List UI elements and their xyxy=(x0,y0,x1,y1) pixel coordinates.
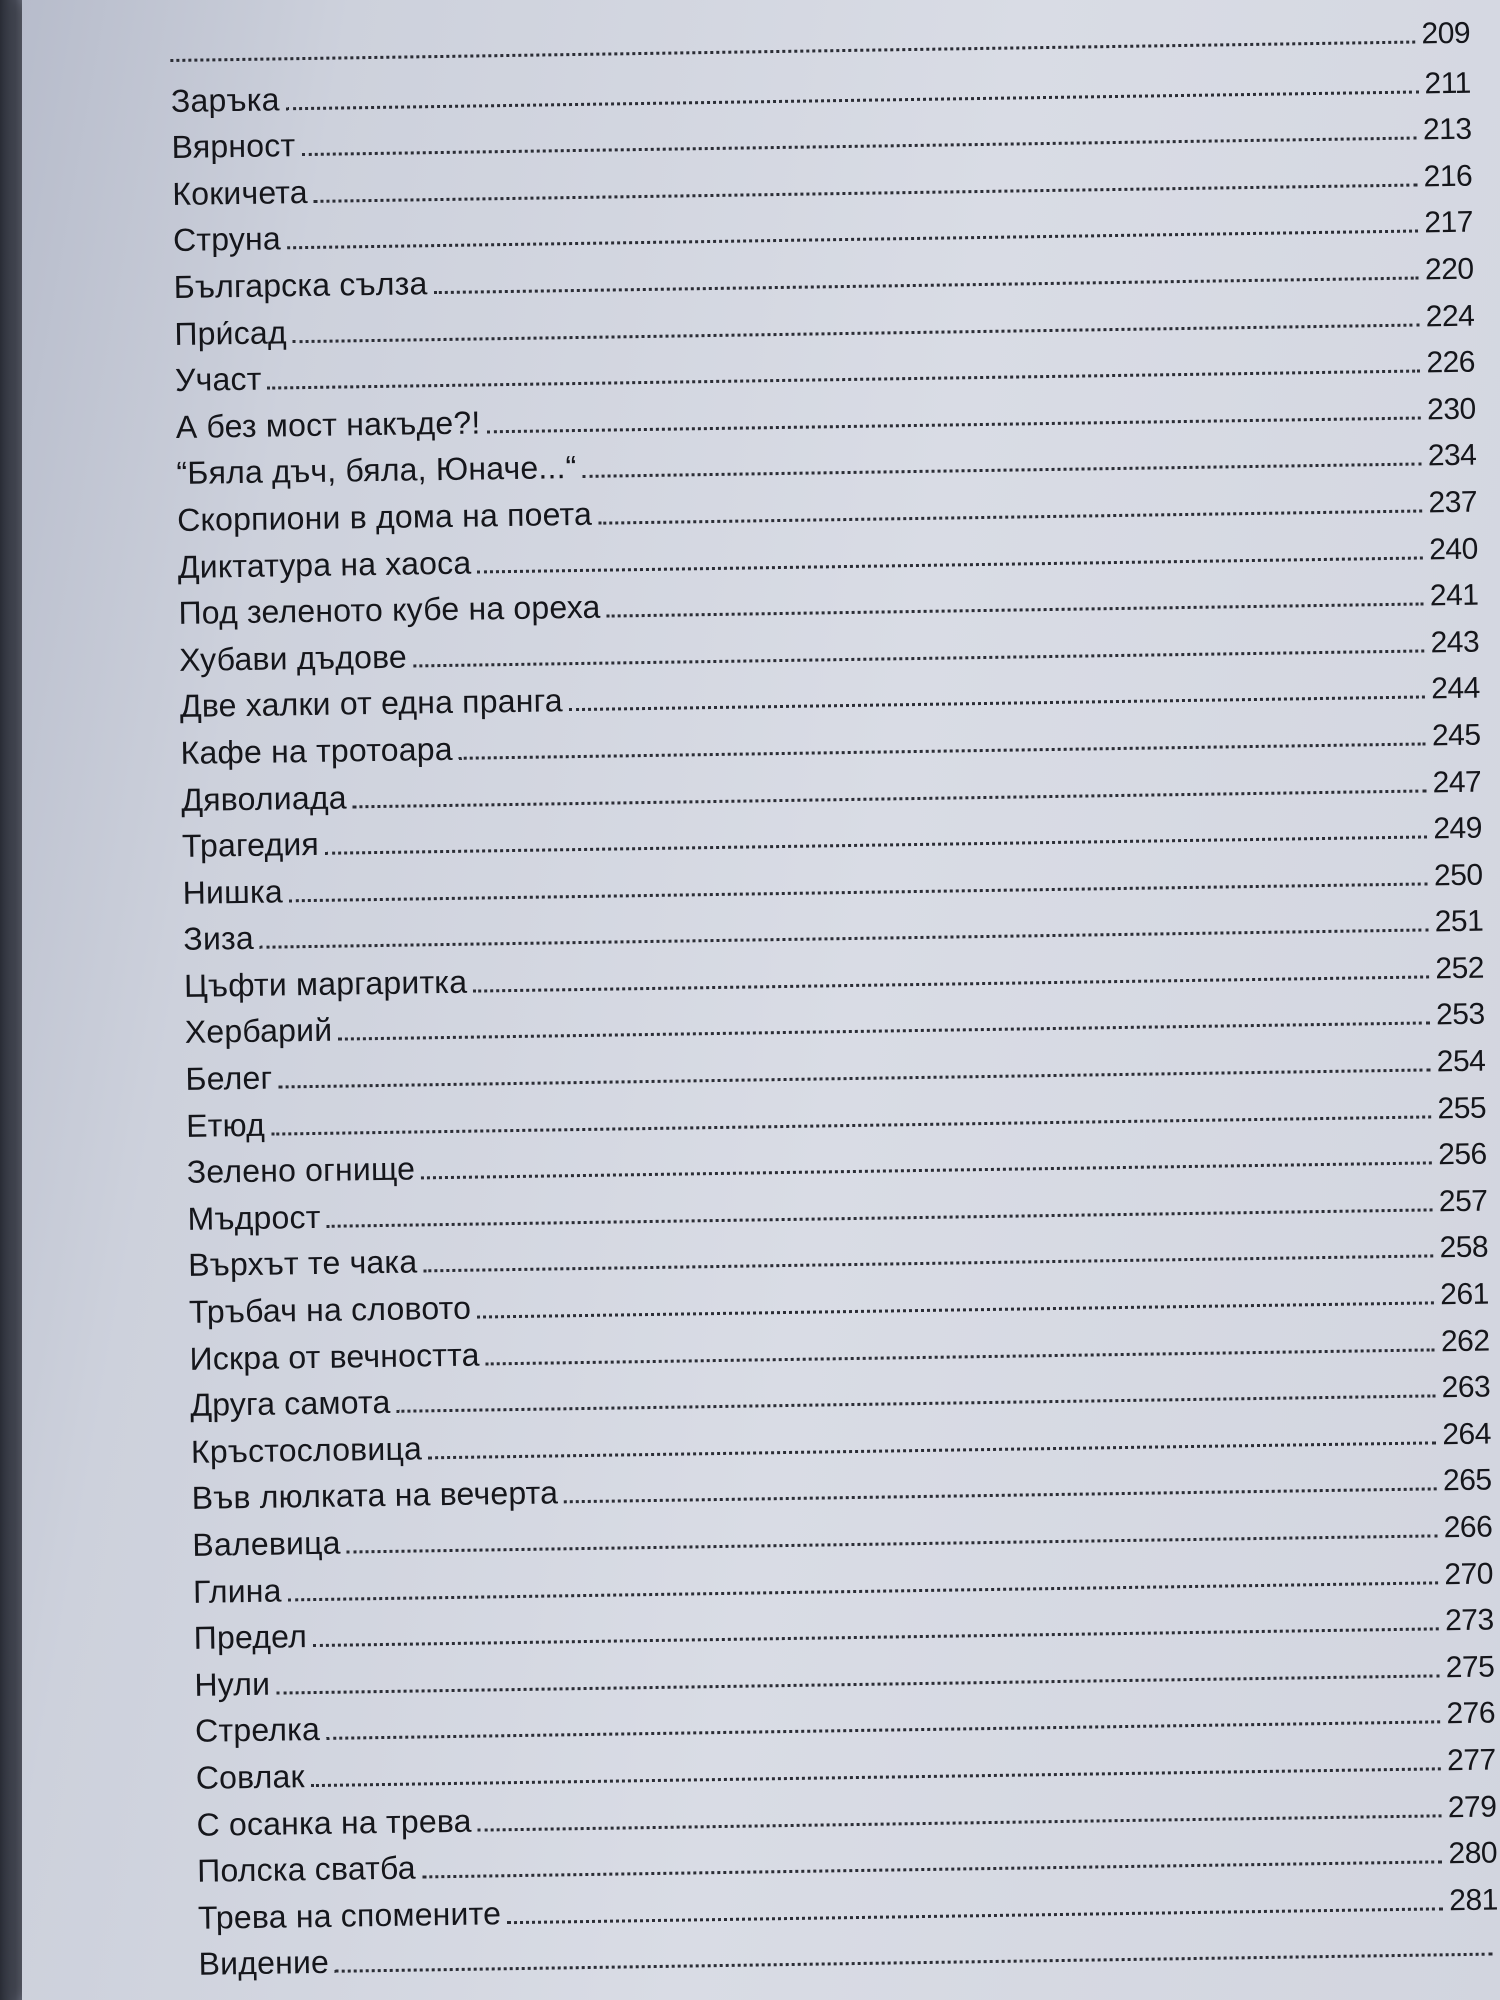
toc-entry-page-number: 230 xyxy=(1426,392,1476,427)
dot-leader xyxy=(564,1488,1437,1504)
dot-leader xyxy=(293,323,1420,343)
dot-leader xyxy=(278,1068,1430,1088)
dot-leader xyxy=(583,463,1422,478)
dot-leader xyxy=(478,1814,1442,1831)
toc-entry-page-number: 220 xyxy=(1424,252,1474,287)
dot-leader xyxy=(477,556,1423,573)
toc-entry-title: Нишка xyxy=(182,873,284,911)
toc-entry-page-number: 280 xyxy=(1448,1836,1498,1871)
dot-leader xyxy=(434,276,1420,294)
dot-leader xyxy=(338,1022,1430,1041)
toc-entry-title: Белег xyxy=(185,1059,273,1097)
toc-entry-page-number: 281 xyxy=(1448,1883,1499,1917)
toc-entry-page-number: 275 xyxy=(1445,1650,1495,1685)
dot-leader xyxy=(286,90,1419,110)
toc-entry-title: Тръбач на словото xyxy=(188,1289,472,1330)
toc-entry-title: Глина xyxy=(192,1572,282,1610)
dot-leader xyxy=(413,649,1425,667)
toc-entry-page-number: 264 xyxy=(1442,1417,1492,1452)
toc-entry-title: Скорпиони в дома на поета xyxy=(176,495,593,538)
toc-entry-page-number: 276 xyxy=(1446,1696,1496,1731)
toc-entry-title: Зиза xyxy=(183,920,255,958)
toc-entry-page-number: 258 xyxy=(1439,1231,1489,1265)
toc-entry-page-number: 250 xyxy=(1433,858,1483,893)
dot-leader xyxy=(260,929,1429,949)
dot-leader xyxy=(607,603,1424,618)
dot-leader xyxy=(421,1162,1432,1180)
toc-entry-title: Две халки от една пранга xyxy=(179,682,563,725)
dot-leader xyxy=(287,230,1418,250)
toc-entry-title: Нули xyxy=(194,1665,271,1703)
toc-entry-title: “Бяла дъч, бяла, Юначе...“ xyxy=(176,449,577,492)
dot-leader xyxy=(301,137,1417,157)
toc-entry-page-number: 253 xyxy=(1435,998,1485,1032)
table-of-contents xyxy=(170,17,1499,1993)
toc-entry-page-number: 265 xyxy=(1442,1463,1492,1498)
book-spine xyxy=(0,0,22,2000)
toc-entry-title: Върхът те чака xyxy=(187,1243,418,1284)
toc-entry-page-number: 237 xyxy=(1428,485,1478,520)
dot-leader xyxy=(347,1534,1438,1553)
toc-entry-title: Трагедия xyxy=(181,825,320,865)
toc-entry-page-number: 262 xyxy=(1440,1324,1490,1358)
dot-leader xyxy=(569,696,1426,712)
toc-entry-page-number: 234 xyxy=(1427,439,1477,473)
toc-entry-page-number: 245 xyxy=(1431,718,1481,753)
dot-leader xyxy=(314,183,1418,202)
toc-entry-page-number: 247 xyxy=(1432,765,1482,799)
toc-entry-title: Във люлката на вечерта xyxy=(191,1474,559,1517)
dot-leader xyxy=(422,1860,1443,1878)
toc-entry-title: Валевица xyxy=(192,1524,341,1563)
dot-leader xyxy=(326,1721,1440,1741)
toc-entry-title: Зелено огнище xyxy=(186,1150,416,1191)
dot-leader xyxy=(477,1301,1434,1318)
toc-entry-page-number: 252 xyxy=(1435,951,1485,986)
dot-leader xyxy=(311,1767,1442,1787)
dot-leader xyxy=(276,1674,1440,1694)
toc-entry-title: Дяволиада xyxy=(181,778,347,818)
toc-entry-title: Стрелка xyxy=(194,1711,321,1750)
toc-entry-page-number: 251 xyxy=(1434,904,1484,939)
toc-entry-page-number: 224 xyxy=(1425,299,1475,333)
toc-entry-title: С осанка на трева xyxy=(196,1802,472,1843)
dot-leader xyxy=(486,1348,1435,1365)
toc-entry-title: Видение xyxy=(198,1944,330,1983)
toc-entry-page-number: 257 xyxy=(1438,1184,1488,1219)
toc-entry-page-number: 241 xyxy=(1429,578,1479,613)
toc-entry-title: Под зеленото кубе на ореха xyxy=(178,588,601,632)
toc-entry-page-number: 254 xyxy=(1436,1044,1486,1079)
toc-entry-title: Цъфти маргаритка xyxy=(183,963,468,1004)
toc-entry-page-number: 256 xyxy=(1437,1137,1487,1172)
dot-leader xyxy=(598,509,1423,524)
toc-entry-title: Хубави дъдове xyxy=(178,638,408,678)
dot-leader xyxy=(428,1441,1436,1459)
toc-entry-title: Вярност xyxy=(171,127,296,166)
toc-entry-title: Кокичета xyxy=(172,173,309,212)
toc-entry-title: Предел xyxy=(193,1618,308,1657)
toc-entry-title: Заръка xyxy=(170,80,280,119)
toc-entry-page-number: 249 xyxy=(1433,811,1483,846)
toc-entry-title: Етюд xyxy=(185,1106,266,1144)
toc-entry-page-number: 273 xyxy=(1444,1603,1494,1638)
dot-leader xyxy=(353,789,1427,808)
toc-entry-title: Друга самота xyxy=(190,1384,391,1424)
dot-leader xyxy=(325,836,1427,855)
toc-entry-page-number: 209 xyxy=(1421,16,1471,51)
toc-entry-page-number: 261 xyxy=(1440,1277,1490,1312)
dot-leader xyxy=(170,41,1415,62)
toc-entry-title: Струна xyxy=(172,220,282,259)
toc-entry-title: А без мост накъде?! xyxy=(175,404,481,445)
dot-leader xyxy=(423,1255,1433,1273)
dot-leader xyxy=(268,370,1421,390)
dot-leader xyxy=(397,1395,1436,1413)
toc-entry-page-number: 211 xyxy=(1424,66,1472,100)
dot-leader xyxy=(313,1628,1439,1648)
toc-entry-page-number: 216 xyxy=(1423,159,1473,194)
dot-leader xyxy=(327,1208,1433,1227)
toc-entry-page-number: 217 xyxy=(1424,206,1474,240)
toc-entry-page-number: 279 xyxy=(1447,1790,1497,1824)
toc-entry-title: Искра от вечността xyxy=(189,1336,480,1377)
dot-leader xyxy=(271,1115,1432,1135)
toc-entry-page-number: 213 xyxy=(1422,112,1472,147)
dot-leader xyxy=(335,1953,1492,1973)
book-page xyxy=(22,0,1500,2000)
dot-leader xyxy=(289,882,1428,902)
toc-entry-page-number: 226 xyxy=(1426,345,1476,380)
toc-entry-title: Участ xyxy=(174,360,262,399)
toc-entry-title: При́сад xyxy=(174,313,288,352)
toc-entry-title: Мъдрост xyxy=(187,1198,321,1237)
toc-entry-page-number: 270 xyxy=(1444,1557,1494,1591)
toc-entry-title: Българска сълза xyxy=(173,265,428,305)
dot-leader xyxy=(288,1581,1439,1601)
toc-entry-title: Совлак xyxy=(195,1758,305,1796)
dot-leader xyxy=(473,975,1429,992)
toc-entry-title: Кафе на тротоара xyxy=(180,730,453,771)
toc-entry-title: Кръстословица xyxy=(190,1430,423,1470)
toc-entry-page-number: 244 xyxy=(1431,671,1481,706)
toc-entry-title: Полска сватба xyxy=(196,1849,417,1889)
dot-leader xyxy=(459,742,1426,759)
toc-entry-page-number: 255 xyxy=(1437,1091,1487,1125)
toc-entry-page-number: 240 xyxy=(1428,532,1478,566)
toc-entry-title: Диктатура на хаоса xyxy=(177,544,472,585)
toc-entry-title: Хербарий xyxy=(184,1012,333,1051)
toc-entry-page-number: 266 xyxy=(1443,1510,1493,1545)
toc-entry-page-number: 263 xyxy=(1441,1370,1491,1405)
dot-leader xyxy=(487,416,1422,433)
toc-entry-page-number: 243 xyxy=(1430,625,1480,660)
dot-leader xyxy=(507,1907,1443,1924)
toc-entry-title: Трева на спомените xyxy=(197,1895,502,1936)
toc-entry-page-number: 277 xyxy=(1446,1743,1496,1778)
